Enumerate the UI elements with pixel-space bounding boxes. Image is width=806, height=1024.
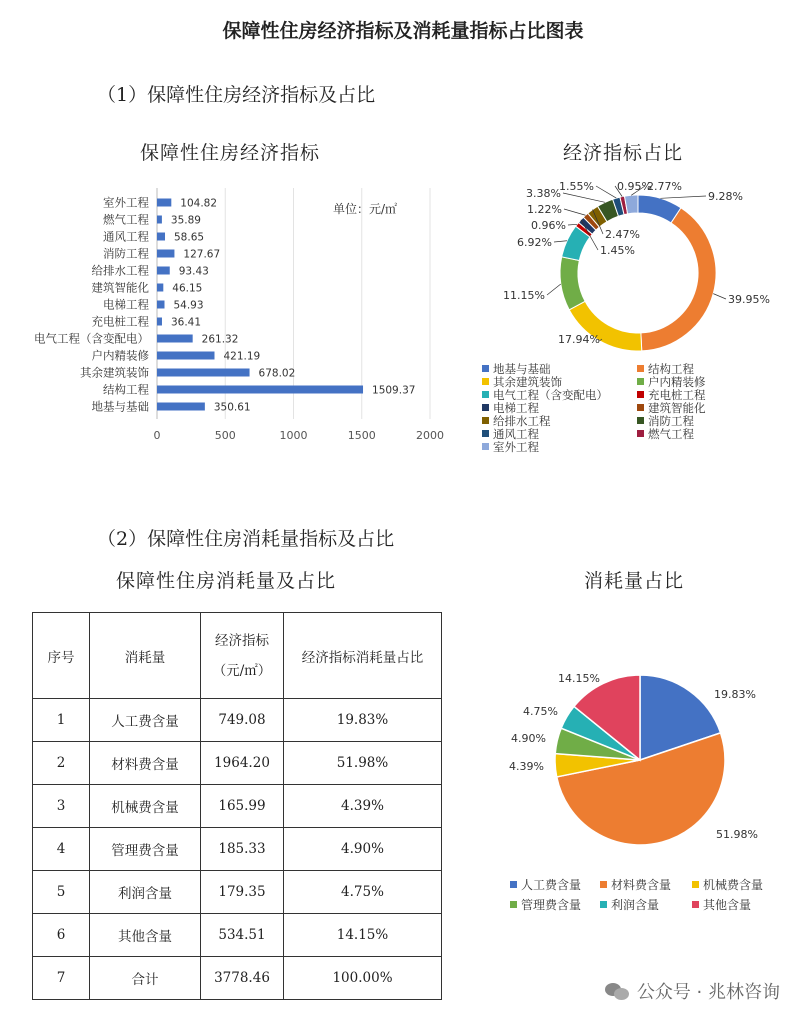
legend-label: 结构工程 — [648, 362, 694, 376]
legend-label: 充电桩工程 — [648, 388, 706, 402]
bar-value-label: 54.93 — [173, 299, 204, 312]
donut-leader-line — [547, 284, 561, 295]
donut-leader-line — [713, 294, 726, 299]
pie-data-label: 4.75% — [523, 705, 558, 718]
legend-label: 其余建筑装饰 — [493, 375, 562, 389]
bar — [157, 352, 214, 360]
bar — [157, 233, 165, 241]
table-header-row — [33, 613, 442, 699]
bar-category-label: 户内精装修 — [91, 348, 149, 363]
cell-item: 人工费含量 — [90, 699, 201, 742]
table-row — [33, 828, 442, 871]
bar-category-label: 电梯工程 — [103, 297, 149, 312]
cell-ratio: 4.90% — [284, 828, 442, 871]
bar-value-label: 127.67 — [183, 248, 221, 261]
donut-data-label: 1.45% — [600, 244, 635, 257]
cell-value: 1964.20 — [201, 742, 284, 785]
legend-swatch — [482, 404, 489, 411]
cell-value: 534.51 — [201, 914, 284, 957]
section-1-title: （1）保障性住房经济指标及占比 — [97, 84, 376, 106]
legend-swatch — [637, 417, 644, 424]
donut-data-label: 11.15% — [503, 289, 545, 302]
legend-label: 给排水工程 — [493, 414, 551, 428]
legend-swatch — [482, 391, 489, 398]
legend-label: 管理费含量 — [521, 898, 582, 912]
legend-label: 机械费含量 — [703, 878, 764, 892]
header-ratio: 经济指标消耗量占比 — [284, 613, 442, 699]
table-row — [33, 785, 442, 828]
section-2-title: （2）保障性住房消耗量指标及占比 — [97, 528, 395, 550]
donut-leader-line — [660, 196, 706, 198]
donut-data-label: 1.22% — [527, 203, 562, 216]
legend-swatch — [482, 443, 489, 450]
cell-index: 3 — [33, 785, 90, 828]
legend-swatch — [692, 881, 699, 888]
watermark — [605, 978, 780, 1004]
legend-swatch — [637, 365, 644, 372]
bar — [157, 250, 174, 258]
bar — [157, 335, 193, 343]
legend-swatch — [600, 901, 607, 908]
x-tick-label: 1500 — [347, 429, 376, 442]
bar — [157, 386, 363, 394]
cell-item: 材料费含量 — [90, 742, 201, 785]
legend-label: 其他含量 — [703, 898, 752, 912]
bar-category-label: 燃气工程 — [103, 212, 149, 227]
bar — [157, 301, 164, 309]
bar-value-label: 1509.37 — [372, 384, 416, 397]
cell-ratio: 51.98% — [284, 742, 442, 785]
legend-label: 通风工程 — [493, 427, 539, 441]
table-row — [33, 957, 442, 1000]
donut-data-label: 17.94% — [558, 333, 600, 346]
bar-value-label: 35.89 — [170, 214, 201, 227]
bar-category-label: 电气工程（含变配电） — [34, 331, 149, 346]
cell-item: 机械费含量 — [90, 785, 201, 828]
header-index-value — [201, 613, 284, 699]
donut-data-label: 6.92% — [517, 236, 552, 249]
cell-index: 5 — [33, 871, 90, 914]
bar — [157, 318, 162, 326]
header-value-line2: （元/㎡） — [212, 662, 272, 679]
cell-item: 其他含量 — [90, 914, 201, 957]
cell-value: 749.08 — [201, 699, 284, 742]
cell-ratio: 4.39% — [284, 785, 442, 828]
donut-data-label: 3.38% — [526, 187, 561, 200]
cell-index: 1 — [33, 699, 90, 742]
bar — [157, 403, 205, 411]
legend-label: 地基与基础 — [493, 362, 551, 376]
pie-data-label: 4.90% — [511, 732, 546, 745]
donut-legend — [470, 362, 806, 460]
donut-data-label: 0.96% — [531, 219, 566, 232]
donut-leader-line — [568, 224, 577, 225]
x-tick-label: 0 — [153, 429, 161, 442]
legend-swatch — [482, 417, 489, 424]
pie-chart-title: 消耗量占比 — [584, 570, 685, 592]
donut-chart — [470, 168, 806, 360]
bar-category-label: 建筑智能化 — [91, 280, 149, 295]
donut-leader-line — [596, 186, 616, 198]
header-item: 消耗量 — [90, 613, 201, 699]
legend-label: 室外工程 — [493, 440, 539, 454]
cell-value: 185.33 — [201, 828, 284, 871]
legend-label: 人工费含量 — [521, 878, 582, 892]
cell-index: 2 — [33, 742, 90, 785]
cell-item: 管理费含量 — [90, 828, 201, 871]
bar-category-label: 室外工程 — [103, 195, 149, 210]
pie-data-label: 14.15% — [558, 672, 600, 685]
bar-category-label: 通风工程 — [103, 229, 149, 244]
donut-slice — [641, 208, 716, 351]
pie-chart — [470, 660, 806, 870]
header-value-line1: 经济指标 — [215, 632, 269, 649]
legend-swatch — [510, 901, 517, 908]
legend-swatch — [600, 881, 607, 888]
bar-value-label: 104.82 — [180, 197, 218, 210]
bar-value-label: 46.15 — [172, 282, 203, 295]
header-index: 序号 — [33, 613, 90, 699]
legend-swatch — [510, 881, 517, 888]
legend-swatch — [482, 365, 489, 372]
legend-label: 消防工程 — [648, 414, 694, 428]
table-row — [33, 871, 442, 914]
legend-swatch — [482, 430, 489, 437]
table-title: 保障性住房消耗量及占比 — [116, 570, 337, 592]
pie-data-label: 4.39% — [509, 760, 544, 773]
bar-value-label: 678.02 — [258, 367, 296, 380]
x-tick-label: 1000 — [279, 429, 308, 442]
donut-chart-title: 经济指标占比 — [563, 142, 684, 164]
bar-value-label: 93.43 — [178, 265, 209, 278]
pie-data-label: 19.83% — [714, 688, 756, 701]
bar-value-label: 261.32 — [201, 333, 239, 346]
legend-swatch — [637, 404, 644, 411]
legend-swatch — [637, 378, 644, 385]
donut-data-label: 1.55% — [559, 180, 594, 193]
legend-label: 利润含量 — [611, 898, 660, 912]
cell-index: 6 — [33, 914, 90, 957]
donut-data-label: 2.77% — [647, 180, 682, 193]
bar — [157, 369, 250, 377]
watermark-text: 公众号 · 兆林咨询 — [636, 982, 780, 1003]
cell-value: 165.99 — [201, 785, 284, 828]
bar-value-label: 350.61 — [213, 401, 251, 414]
legend-swatch — [482, 378, 489, 385]
donut-leader-line — [564, 209, 586, 215]
bar-value-label: 421.19 — [223, 350, 261, 363]
cell-ratio: 100.00% — [284, 957, 442, 1000]
bar-category-label: 给排水工程 — [91, 263, 149, 278]
pie-data-label: 51.98% — [716, 828, 758, 841]
bar — [157, 267, 170, 275]
bar-category-label: 消防工程 — [103, 246, 149, 261]
donut-data-label: 9.28% — [708, 190, 743, 203]
table-row — [33, 699, 442, 742]
unit-label: 单位：元/㎡ — [333, 202, 398, 216]
bar — [157, 284, 163, 292]
legend-swatch — [692, 901, 699, 908]
legend-label: 建筑智能化 — [648, 401, 706, 415]
bar — [157, 199, 171, 207]
x-tick-label: 2000 — [416, 429, 444, 442]
donut-slice — [560, 257, 585, 310]
legend-label: 户内精装修 — [648, 375, 706, 389]
bar-chart-title: 保障性住房经济指标 — [140, 142, 321, 164]
donut-data-label: 2.47% — [605, 228, 640, 241]
pie-legend — [470, 872, 806, 922]
donut-data-label: 0.95% — [617, 180, 652, 193]
bar-category-label: 地基与基础 — [91, 399, 149, 414]
bar-value-label: 36.41 — [170, 316, 202, 329]
table-row — [33, 742, 442, 785]
cell-item: 合计 — [90, 957, 201, 1000]
legend-swatch — [637, 430, 644, 437]
table-row — [33, 914, 442, 957]
cell-ratio: 14.15% — [284, 914, 442, 957]
cell-item: 利润含量 — [90, 871, 201, 914]
bar-category-label: 结构工程 — [103, 382, 149, 397]
legend-label: 材料费含量 — [611, 878, 672, 892]
bar-chart — [0, 180, 450, 450]
legend-label: 燃气工程 — [648, 427, 694, 441]
legend-label: 电气工程（含变配电） — [493, 388, 608, 402]
cell-value: 179.35 — [201, 871, 284, 914]
donut-data-label: 39.95% — [728, 293, 770, 306]
bar-value-label: 58.65 — [174, 231, 205, 244]
bar — [157, 216, 162, 224]
wechat-icon — [605, 981, 631, 1001]
legend-swatch — [637, 391, 644, 398]
bar-category-label: 充电桩工程 — [91, 314, 149, 329]
donut-leader-line — [563, 193, 605, 202]
cell-index: 7 — [33, 957, 90, 1000]
cell-index: 4 — [33, 828, 90, 871]
donut-leader-line — [554, 241, 567, 242]
cell-ratio: 19.83% — [284, 699, 442, 742]
legend-label: 电梯工程 — [493, 401, 539, 415]
bar-category-label: 其余建筑装饰 — [80, 365, 149, 380]
cell-ratio: 4.75% — [284, 871, 442, 914]
page-title: 保障性住房经济指标及消耗量指标占比图表 — [222, 20, 584, 42]
consumption-table — [32, 612, 442, 1000]
cell-value: 3778.46 — [201, 957, 284, 1000]
x-tick-label: 500 — [214, 429, 236, 442]
